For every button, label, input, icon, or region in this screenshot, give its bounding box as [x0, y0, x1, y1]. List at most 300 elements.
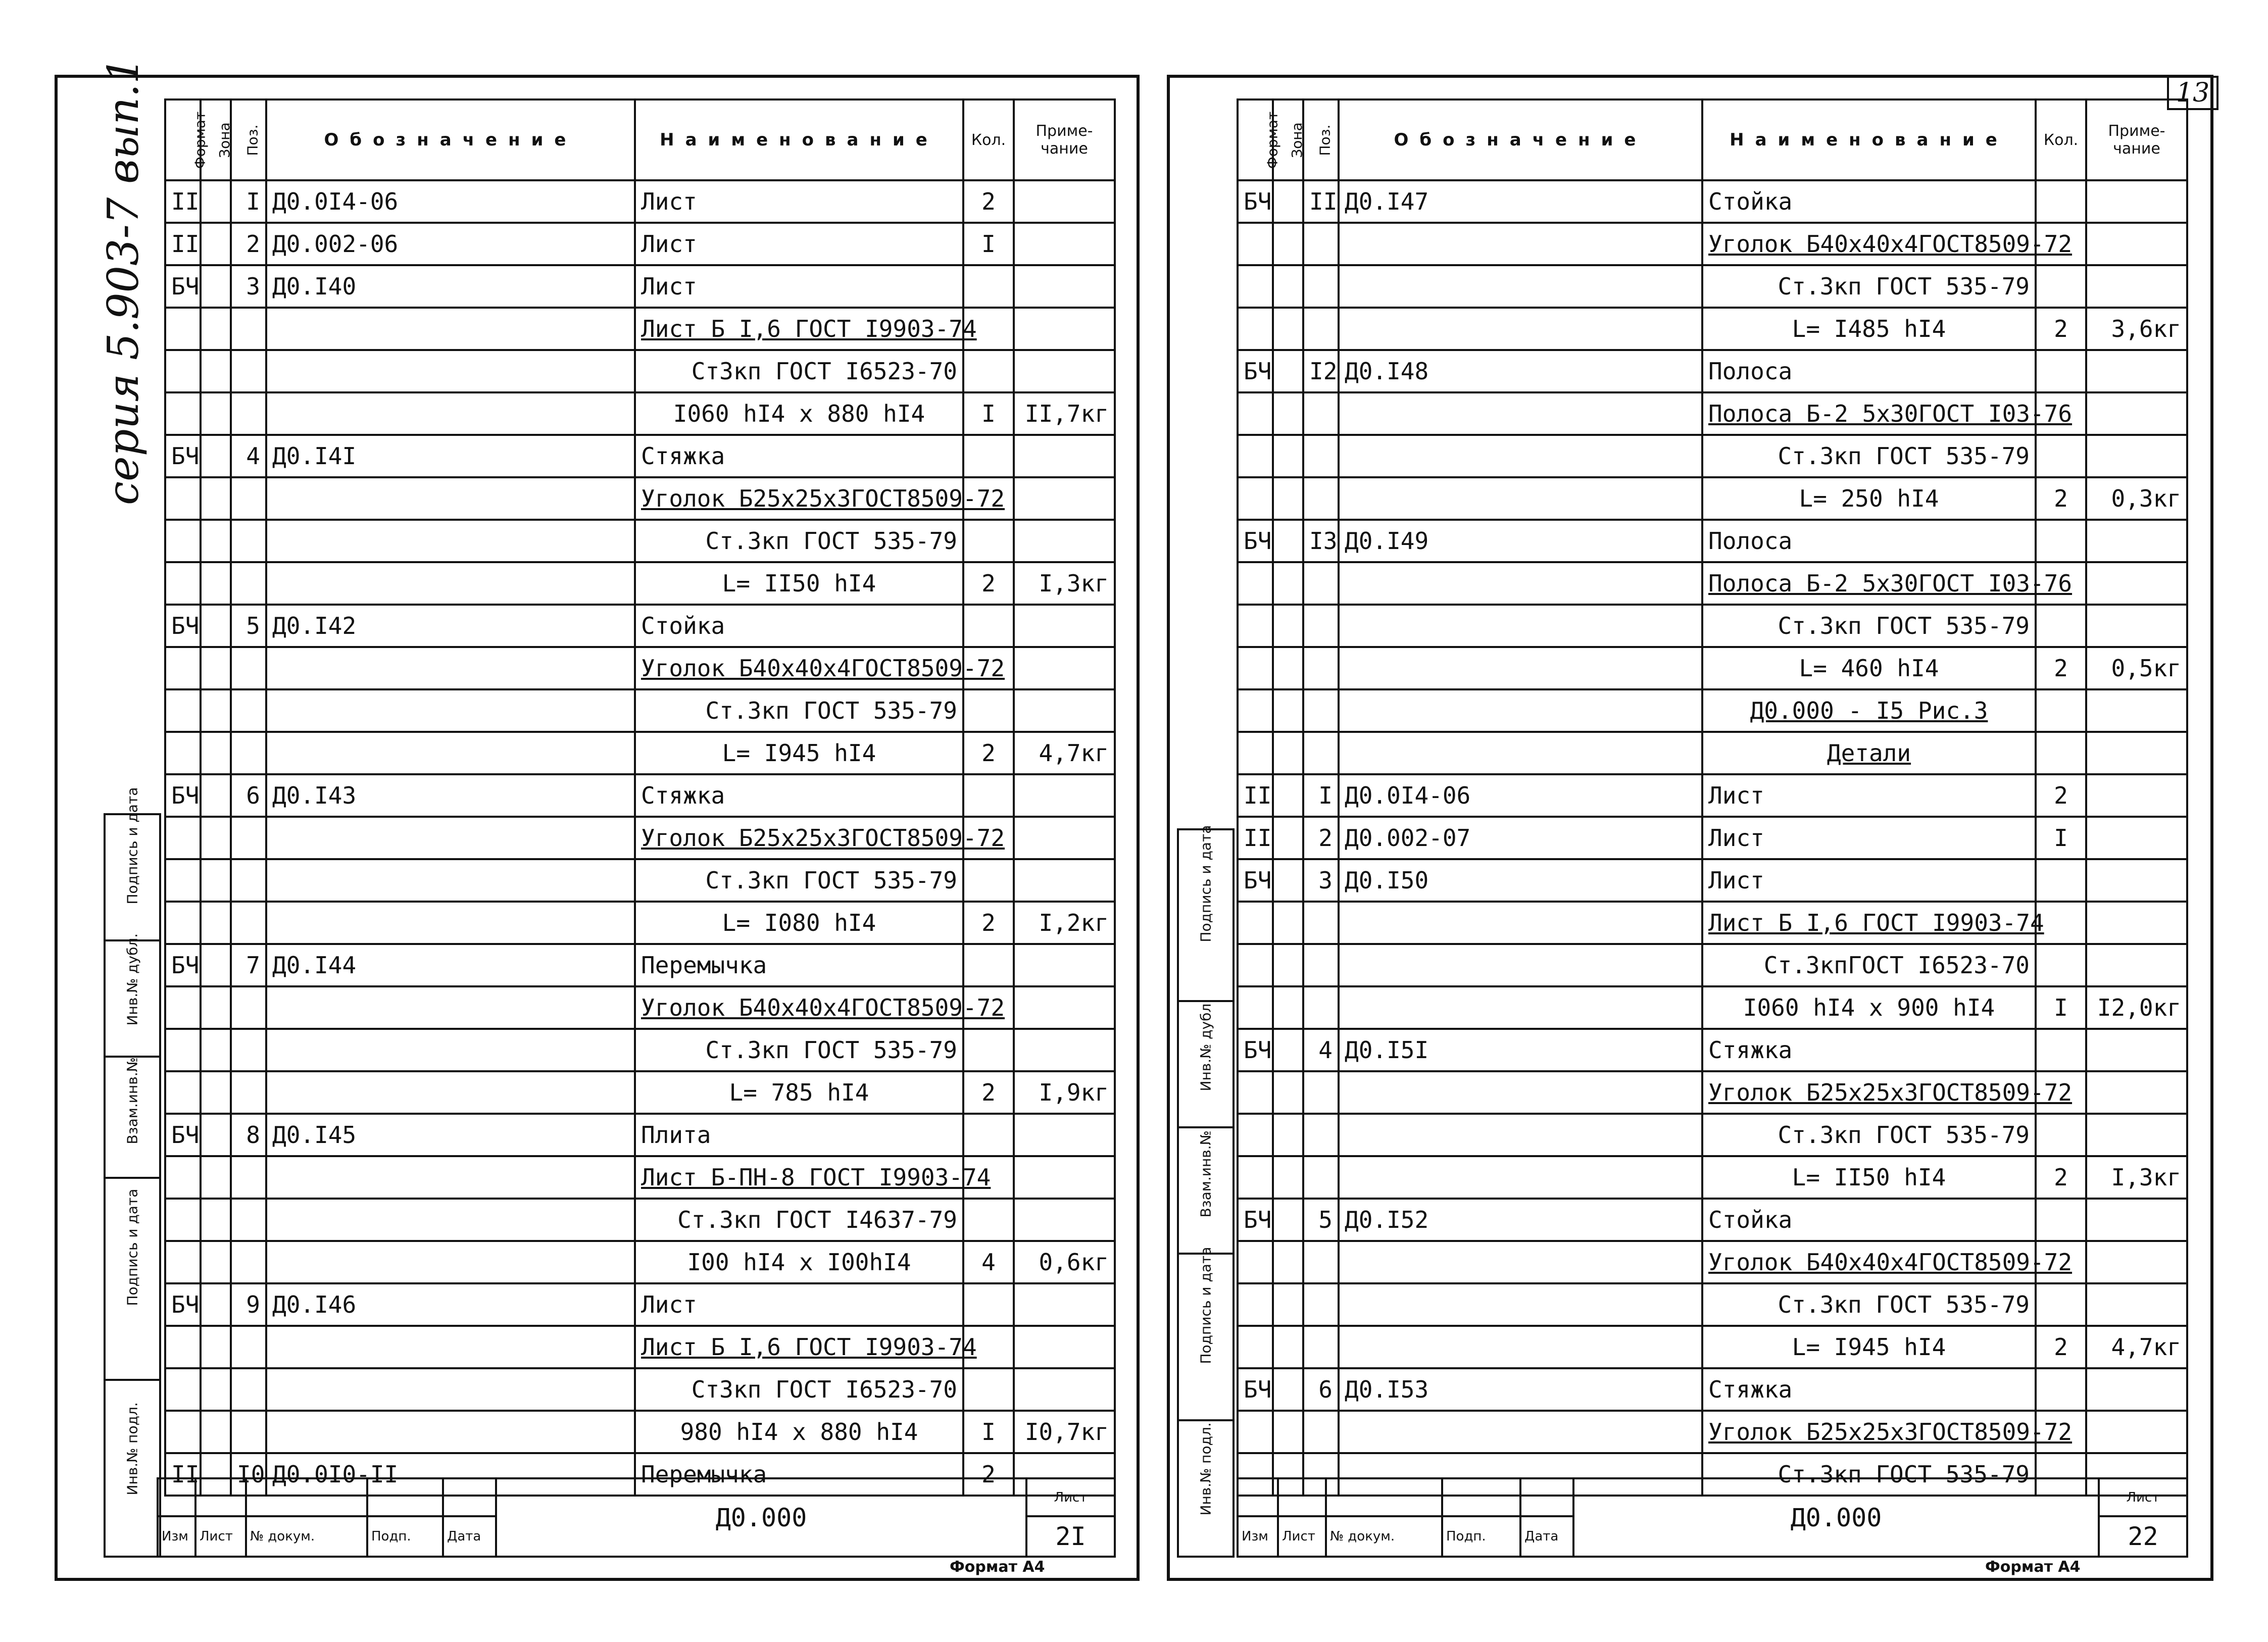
cell-qty: 2: [963, 562, 1014, 605]
cell-format: [165, 350, 201, 392]
cell-qty: 2: [963, 1071, 1014, 1114]
cell-pos: [1303, 944, 1339, 986]
cell-designation: [1339, 1326, 1702, 1368]
cell-pos: 6: [231, 774, 266, 817]
cell-name: Ст3кп ГОСТ I6523-70: [635, 1368, 963, 1411]
header-name: Наименование: [635, 99, 963, 180]
cell-note: 0,5кг: [2086, 647, 2187, 689]
cell-qty: [963, 435, 1014, 477]
table-row: [165, 1368, 1115, 1411]
cell-name: Ст.3кп ГОСТ I4637-79: [635, 1199, 963, 1241]
cell-note: [1014, 435, 1115, 477]
cell-designation: [1339, 1156, 1702, 1199]
table-row: [1238, 1411, 2187, 1453]
cell-pos: [1303, 562, 1339, 605]
cell-designation: [266, 308, 635, 350]
cell-name: Плита: [635, 1114, 963, 1156]
cell-qty: I: [963, 1411, 1014, 1453]
cell-format: [1238, 1411, 1273, 1453]
cell-designation: Д0.I43: [266, 774, 635, 817]
cell-format: [165, 732, 201, 774]
cell-name: Ст.3кп ГОСТ 535-79: [1702, 1114, 2036, 1156]
cell-qty: 2: [2036, 1326, 2086, 1368]
cell-name: Лист: [635, 223, 963, 265]
stamp-label: Взам.инв.№: [1197, 1130, 1214, 1217]
cell-zone: [201, 732, 231, 774]
cell-note: [2086, 435, 2187, 477]
cell-pos: [231, 520, 266, 562]
cell-qty: [2036, 265, 2086, 308]
cell-qty: I: [2036, 986, 2086, 1029]
cell-designation: [1339, 435, 1702, 477]
cell-name: Ст.3кпГОСТ I6523-70: [1702, 944, 2036, 986]
cell-pos: [231, 392, 266, 435]
cell-qty: 2: [2036, 647, 2086, 689]
cell-designation: [266, 1326, 635, 1368]
right-spec-table: [1237, 98, 2188, 1497]
cell-name: Лист: [1702, 859, 2036, 902]
cell-zone: [201, 1241, 231, 1283]
cell-zone: [1273, 180, 1303, 223]
table-row: [1238, 435, 2187, 477]
cell-pos: [1303, 902, 1339, 944]
table-row: [1238, 477, 2187, 520]
cell-qty: I: [963, 223, 1014, 265]
cell-zone: [201, 1283, 231, 1326]
table-row: [165, 223, 1115, 265]
stamp-label: Инв.№ подл.: [1197, 1422, 1214, 1515]
cell-name: Лист Б I,6 ГОСТ I9903-74: [635, 1326, 963, 1368]
cell-pos: 7: [231, 944, 266, 986]
cell-designation: [266, 1241, 635, 1283]
cell-format: [1238, 392, 1273, 435]
cell-designation: [1339, 265, 1702, 308]
cell-qty: 2: [2036, 308, 2086, 350]
cell-designation: Д0.0I4-06: [1339, 774, 1702, 817]
cell-note: [2086, 1029, 2187, 1071]
cell-zone: [1273, 732, 1303, 774]
cell-pos: I: [231, 180, 266, 223]
table-row: [165, 817, 1115, 859]
cell-qty: [2036, 1368, 2086, 1411]
cell-pos: 4: [1303, 1029, 1339, 1071]
cell-name: Стяжка: [1702, 1368, 2036, 1411]
cell-zone: [201, 1326, 231, 1368]
cell-name: Лист Б I,6 ГОСТ I9903-74: [635, 308, 963, 350]
table-row: [165, 1283, 1115, 1326]
cell-designation: [1339, 986, 1702, 1029]
cell-pos: [231, 1326, 266, 1368]
cell-name: Стяжка: [1702, 1029, 2036, 1071]
cell-format: БЧ: [1238, 1199, 1273, 1241]
cell-zone: [1273, 435, 1303, 477]
cell-zone: [1273, 1071, 1303, 1114]
cell-designation: Д0.I46: [266, 1283, 635, 1326]
cell-qty: [2036, 605, 2086, 647]
cell-designation: Д0.002-07: [1339, 817, 1702, 859]
table-row: [1238, 1156, 2187, 1199]
cell-note: I,3кг: [2086, 1156, 2187, 1199]
right-title-block: [1237, 1477, 2188, 1558]
cell-format: II: [165, 223, 201, 265]
cell-name: Ст.3кп ГОСТ 535-79: [1702, 265, 2036, 308]
cell-qty: [2036, 732, 2086, 774]
sheet-number: 22: [2099, 1516, 2187, 1557]
header-format: Формат: [165, 99, 201, 180]
cell-designation: [1339, 1241, 1702, 1283]
cell-name: Лист: [635, 180, 963, 223]
cell-designation: [1339, 944, 1702, 986]
cell-designation: [1339, 308, 1702, 350]
right-spec-body: [1238, 180, 2187, 1496]
cell-name: L= 785 hI4: [635, 1071, 963, 1114]
cell-pos: [1303, 986, 1339, 1029]
cell-note: I,9кг: [1014, 1071, 1115, 1114]
cell-qty: [2036, 859, 2086, 902]
cell-note: [1014, 605, 1115, 647]
tb-label: № докум.: [246, 1516, 367, 1557]
cell-format: [1238, 1071, 1273, 1114]
cell-qty: [963, 774, 1014, 817]
cell-qty: [963, 350, 1014, 392]
cell-note: 0,6кг: [1014, 1241, 1115, 1283]
table-row: [1238, 817, 2187, 859]
cell-format: II: [165, 1453, 201, 1496]
cell-qty: [2036, 1283, 2086, 1326]
cell-name: Полоса: [1702, 350, 2036, 392]
tb-label: № докум.: [1326, 1516, 1442, 1557]
cell-note: [1014, 350, 1115, 392]
cell-qty: I: [963, 392, 1014, 435]
cell-zone: [1273, 1368, 1303, 1411]
tb-label: Изм: [1238, 1516, 1278, 1557]
tb-label: Изм: [158, 1516, 195, 1557]
table-row: [1238, 732, 2187, 774]
header-note: Приме-чание: [1014, 99, 1115, 180]
cell-note: [2086, 223, 2187, 265]
cell-zone: [1273, 689, 1303, 732]
cell-note: [1014, 1114, 1115, 1156]
cell-pos: [231, 1411, 266, 1453]
series-note: серия 5.903-7 вып.1: [98, 57, 148, 505]
table-row: [165, 605, 1115, 647]
cell-pos: [231, 689, 266, 732]
cell-qty: [2036, 1114, 2086, 1156]
cell-designation: [266, 986, 635, 1029]
cell-designation: [1339, 689, 1702, 732]
cell-name: Перемычка: [635, 1453, 963, 1496]
cell-designation: Д0.I4I: [266, 435, 635, 477]
table-row: [165, 477, 1115, 520]
cell-designation: Д0.I44: [266, 944, 635, 986]
cell-designation: [266, 392, 635, 435]
cell-format: [1238, 1114, 1273, 1156]
cell-pos: 6: [1303, 1368, 1339, 1411]
cell-format: [165, 1241, 201, 1283]
cell-note: [1014, 1326, 1115, 1368]
stamp-label: Инв.№ подл.: [124, 1402, 141, 1495]
cell-zone: [201, 1029, 231, 1071]
cell-note: [1014, 223, 1115, 265]
table-row: [1238, 265, 2187, 308]
table-row: [1238, 520, 2187, 562]
cell-name: Лист: [635, 265, 963, 308]
cell-pos: [1303, 223, 1339, 265]
cell-name: L= 250 hI4: [1702, 477, 2036, 520]
cell-note: [1014, 647, 1115, 689]
cell-note: [2086, 265, 2187, 308]
stamp-label: Подпись и дата: [1197, 1247, 1214, 1364]
tb-label: Дата: [1520, 1516, 1573, 1557]
cell-format: БЧ: [165, 1114, 201, 1156]
cell-qty: [963, 1029, 1014, 1071]
cell-zone: [201, 477, 231, 520]
cell-pos: [1303, 732, 1339, 774]
cell-format: БЧ: [165, 774, 201, 817]
cell-note: 3,6кг: [2086, 308, 2187, 350]
cell-format: БЧ: [1238, 1368, 1273, 1411]
cell-name: L= I080 hI4: [635, 902, 963, 944]
tb-label: Подп.: [367, 1516, 443, 1557]
cell-name: Стяжка: [635, 774, 963, 817]
cell-note: I0,7кг: [1014, 1411, 1115, 1453]
cell-zone: [1273, 1114, 1303, 1156]
cell-format: [165, 1071, 201, 1114]
cell-format: [165, 392, 201, 435]
cell-qty: [2036, 435, 2086, 477]
cell-note: [2086, 1199, 2187, 1241]
tb-label: Подп.: [1442, 1516, 1520, 1557]
cell-qty: 4: [963, 1241, 1014, 1283]
cell-zone: [201, 774, 231, 817]
cell-zone: [201, 1156, 231, 1199]
cell-zone: [1273, 986, 1303, 1029]
cell-note: [1014, 1029, 1115, 1071]
cell-zone: [201, 1411, 231, 1453]
cell-zone: [1273, 1326, 1303, 1368]
cell-designation: Д0.I50: [1339, 859, 1702, 902]
cell-qty: [963, 1283, 1014, 1326]
cell-format: БЧ: [1238, 180, 1273, 223]
cell-designation: [266, 732, 635, 774]
tb-label: Лист: [195, 1516, 246, 1557]
cell-qty: [2036, 689, 2086, 732]
cell-name: Лист Б-ПН-8 ГОСТ I9903-74: [635, 1156, 963, 1199]
stamp-label: Взам.инв.№: [124, 1057, 141, 1144]
cell-designation: Д0.I45: [266, 1114, 635, 1156]
cell-qty: [963, 859, 1014, 902]
cell-name: Уголок Б25x25x3ГОСТ8509-72: [1702, 1411, 2036, 1453]
cell-zone: [1273, 477, 1303, 520]
cell-pos: [1303, 1241, 1339, 1283]
table-row: [165, 392, 1115, 435]
cell-name: Ст3кп ГОСТ I6523-70: [635, 350, 963, 392]
cell-pos: 5: [231, 605, 266, 647]
cell-format: [1238, 1283, 1273, 1326]
cell-pos: [231, 732, 266, 774]
table-row: [1238, 223, 2187, 265]
cell-zone: [1273, 902, 1303, 944]
cell-note: [1014, 477, 1115, 520]
table-row: [1238, 944, 2187, 986]
cell-note: [2086, 1114, 2187, 1156]
cell-zone: [201, 435, 231, 477]
table-row: [165, 180, 1115, 223]
cell-format: [165, 647, 201, 689]
cell-pos: [231, 817, 266, 859]
cell-name: L= 460 hI4: [1702, 647, 2036, 689]
cell-format: [165, 1029, 201, 1071]
cell-name: Ст.3кп ГОСТ 535-79: [1702, 1283, 2036, 1326]
cell-name: Ст.3кп ГОСТ 535-79: [1702, 1453, 2036, 1496]
cell-format: [1238, 477, 1273, 520]
cell-pos: I0: [231, 1453, 266, 1496]
cell-zone: [201, 392, 231, 435]
table-row: [165, 774, 1115, 817]
cell-zone: [1273, 1029, 1303, 1071]
cell-qty: [963, 605, 1014, 647]
table-row: [165, 1029, 1115, 1071]
cell-designation: [1339, 605, 1702, 647]
table-row: [1238, 1071, 2187, 1114]
table-row: [1238, 180, 2187, 223]
cell-pos: [1303, 647, 1339, 689]
cell-zone: [201, 944, 231, 986]
table-row: [165, 944, 1115, 986]
cell-format: [165, 689, 201, 732]
cell-zone: [201, 1199, 231, 1241]
cell-pos: 8: [231, 1114, 266, 1156]
tb-label: Лист: [1278, 1516, 1326, 1557]
cell-name: Полоса Б-2 5x30ГОСТ I03-76: [1702, 562, 2036, 605]
cell-note: [1014, 944, 1115, 986]
cell-note: [2086, 180, 2187, 223]
table-row: [1238, 1241, 2187, 1283]
cell-designation: [266, 1199, 635, 1241]
cell-format: [165, 1411, 201, 1453]
cell-note: [2086, 1411, 2187, 1453]
cell-name: Стойка: [1702, 1199, 2036, 1241]
cell-pos: [231, 1029, 266, 1071]
left-stamp-column: [104, 787, 163, 1558]
cell-format: БЧ: [165, 605, 201, 647]
cell-pos: 4: [231, 435, 266, 477]
cell-zone: [201, 817, 231, 859]
cell-note: [2086, 859, 2187, 902]
cell-pos: [1303, 392, 1339, 435]
cell-designation: Д0.I5I: [1339, 1029, 1702, 1071]
cell-pos: [231, 1199, 266, 1241]
cell-qty: I: [2036, 817, 2086, 859]
cell-name: Лист: [635, 1283, 963, 1326]
cell-name: Уголок Б25x25x3ГОСТ8509-72: [635, 477, 963, 520]
cell-note: [1014, 180, 1115, 223]
cell-note: [2086, 689, 2187, 732]
cell-name: Уголок Б40x40x4ГОСТ8509-72: [1702, 223, 2036, 265]
table-row: [165, 265, 1115, 308]
cell-qty: 2: [963, 1453, 1014, 1496]
cell-qty: [2036, 180, 2086, 223]
cell-format: [1238, 223, 1273, 265]
cell-zone: [201, 562, 231, 605]
header-name: Наименование: [1702, 99, 2036, 180]
table-row: [165, 986, 1115, 1029]
cell-format: [165, 902, 201, 944]
cell-note: [1014, 689, 1115, 732]
cell-name: I00 hI4 x I00hI4: [635, 1241, 963, 1283]
cell-name: L= I485 hI4: [1702, 308, 2036, 350]
cell-designation: [1339, 647, 1702, 689]
table-row: [1238, 1029, 2187, 1071]
table-row: [165, 1241, 1115, 1283]
table-row: [165, 1326, 1115, 1368]
cell-note: [2086, 817, 2187, 859]
cell-name: Ст.3кп ГОСТ 535-79: [635, 689, 963, 732]
cell-note: [1014, 1283, 1115, 1326]
cell-note: [1014, 817, 1115, 859]
cell-note: [2086, 562, 2187, 605]
cell-note: [1014, 986, 1115, 1029]
table-row: [165, 1411, 1115, 1453]
cell-designation: Д0.I48: [1339, 350, 1702, 392]
cell-note: [1014, 1368, 1115, 1411]
cell-designation: Д0.002-06: [266, 223, 635, 265]
cell-format: [1238, 944, 1273, 986]
cell-qty: [963, 1368, 1014, 1411]
cell-name: Ст.3кп ГОСТ 535-79: [1702, 605, 2036, 647]
cell-note: [2086, 520, 2187, 562]
cell-pos: [231, 986, 266, 1029]
cell-format: [1238, 986, 1273, 1029]
cell-pos: [1303, 1071, 1339, 1114]
cell-format: [1238, 1326, 1273, 1368]
header-pos: Поз.: [231, 99, 266, 180]
cell-pos: [1303, 435, 1339, 477]
cell-qty: 2: [963, 902, 1014, 944]
cell-note: I,3кг: [1014, 562, 1115, 605]
cell-format: II: [1238, 817, 1273, 859]
cell-name: Ст.3кп ГОСТ 535-79: [1702, 435, 2036, 477]
cell-name: Стяжка: [635, 435, 963, 477]
cell-note: 0,3кг: [2086, 477, 2187, 520]
cell-note: I2,0кг: [2086, 986, 2187, 1029]
cell-pos: [231, 1241, 266, 1283]
cell-pos: I: [1303, 774, 1339, 817]
cell-note: [1014, 265, 1115, 308]
header-qty: Кол.: [963, 99, 1014, 180]
cell-zone: [201, 605, 231, 647]
cell-designation: [266, 1071, 635, 1114]
cell-note: 4,7кг: [2086, 1326, 2187, 1368]
cell-designation: Д0.0I0-II: [266, 1453, 635, 1496]
sheet-label: Лист: [2099, 1478, 2187, 1516]
cell-format: БЧ: [1238, 520, 1273, 562]
cell-pos: [231, 859, 266, 902]
cell-name: Лист Б I,6 ГОСТ I9903-74: [1702, 902, 2036, 944]
cell-zone: [201, 1368, 231, 1411]
cell-name: I060 hI4 x 880 hI4: [635, 392, 963, 435]
cell-qty: [963, 689, 1014, 732]
cell-zone: [1273, 308, 1303, 350]
cell-note: 4,7кг: [1014, 732, 1115, 774]
cell-note: [1014, 520, 1115, 562]
cell-qty: [2036, 520, 2086, 562]
cell-zone: [201, 647, 231, 689]
cell-note: [2086, 605, 2187, 647]
cell-format: [165, 562, 201, 605]
cell-zone: [1273, 859, 1303, 902]
cell-name: Д0.000 - I5 Рис.3: [1702, 689, 2036, 732]
